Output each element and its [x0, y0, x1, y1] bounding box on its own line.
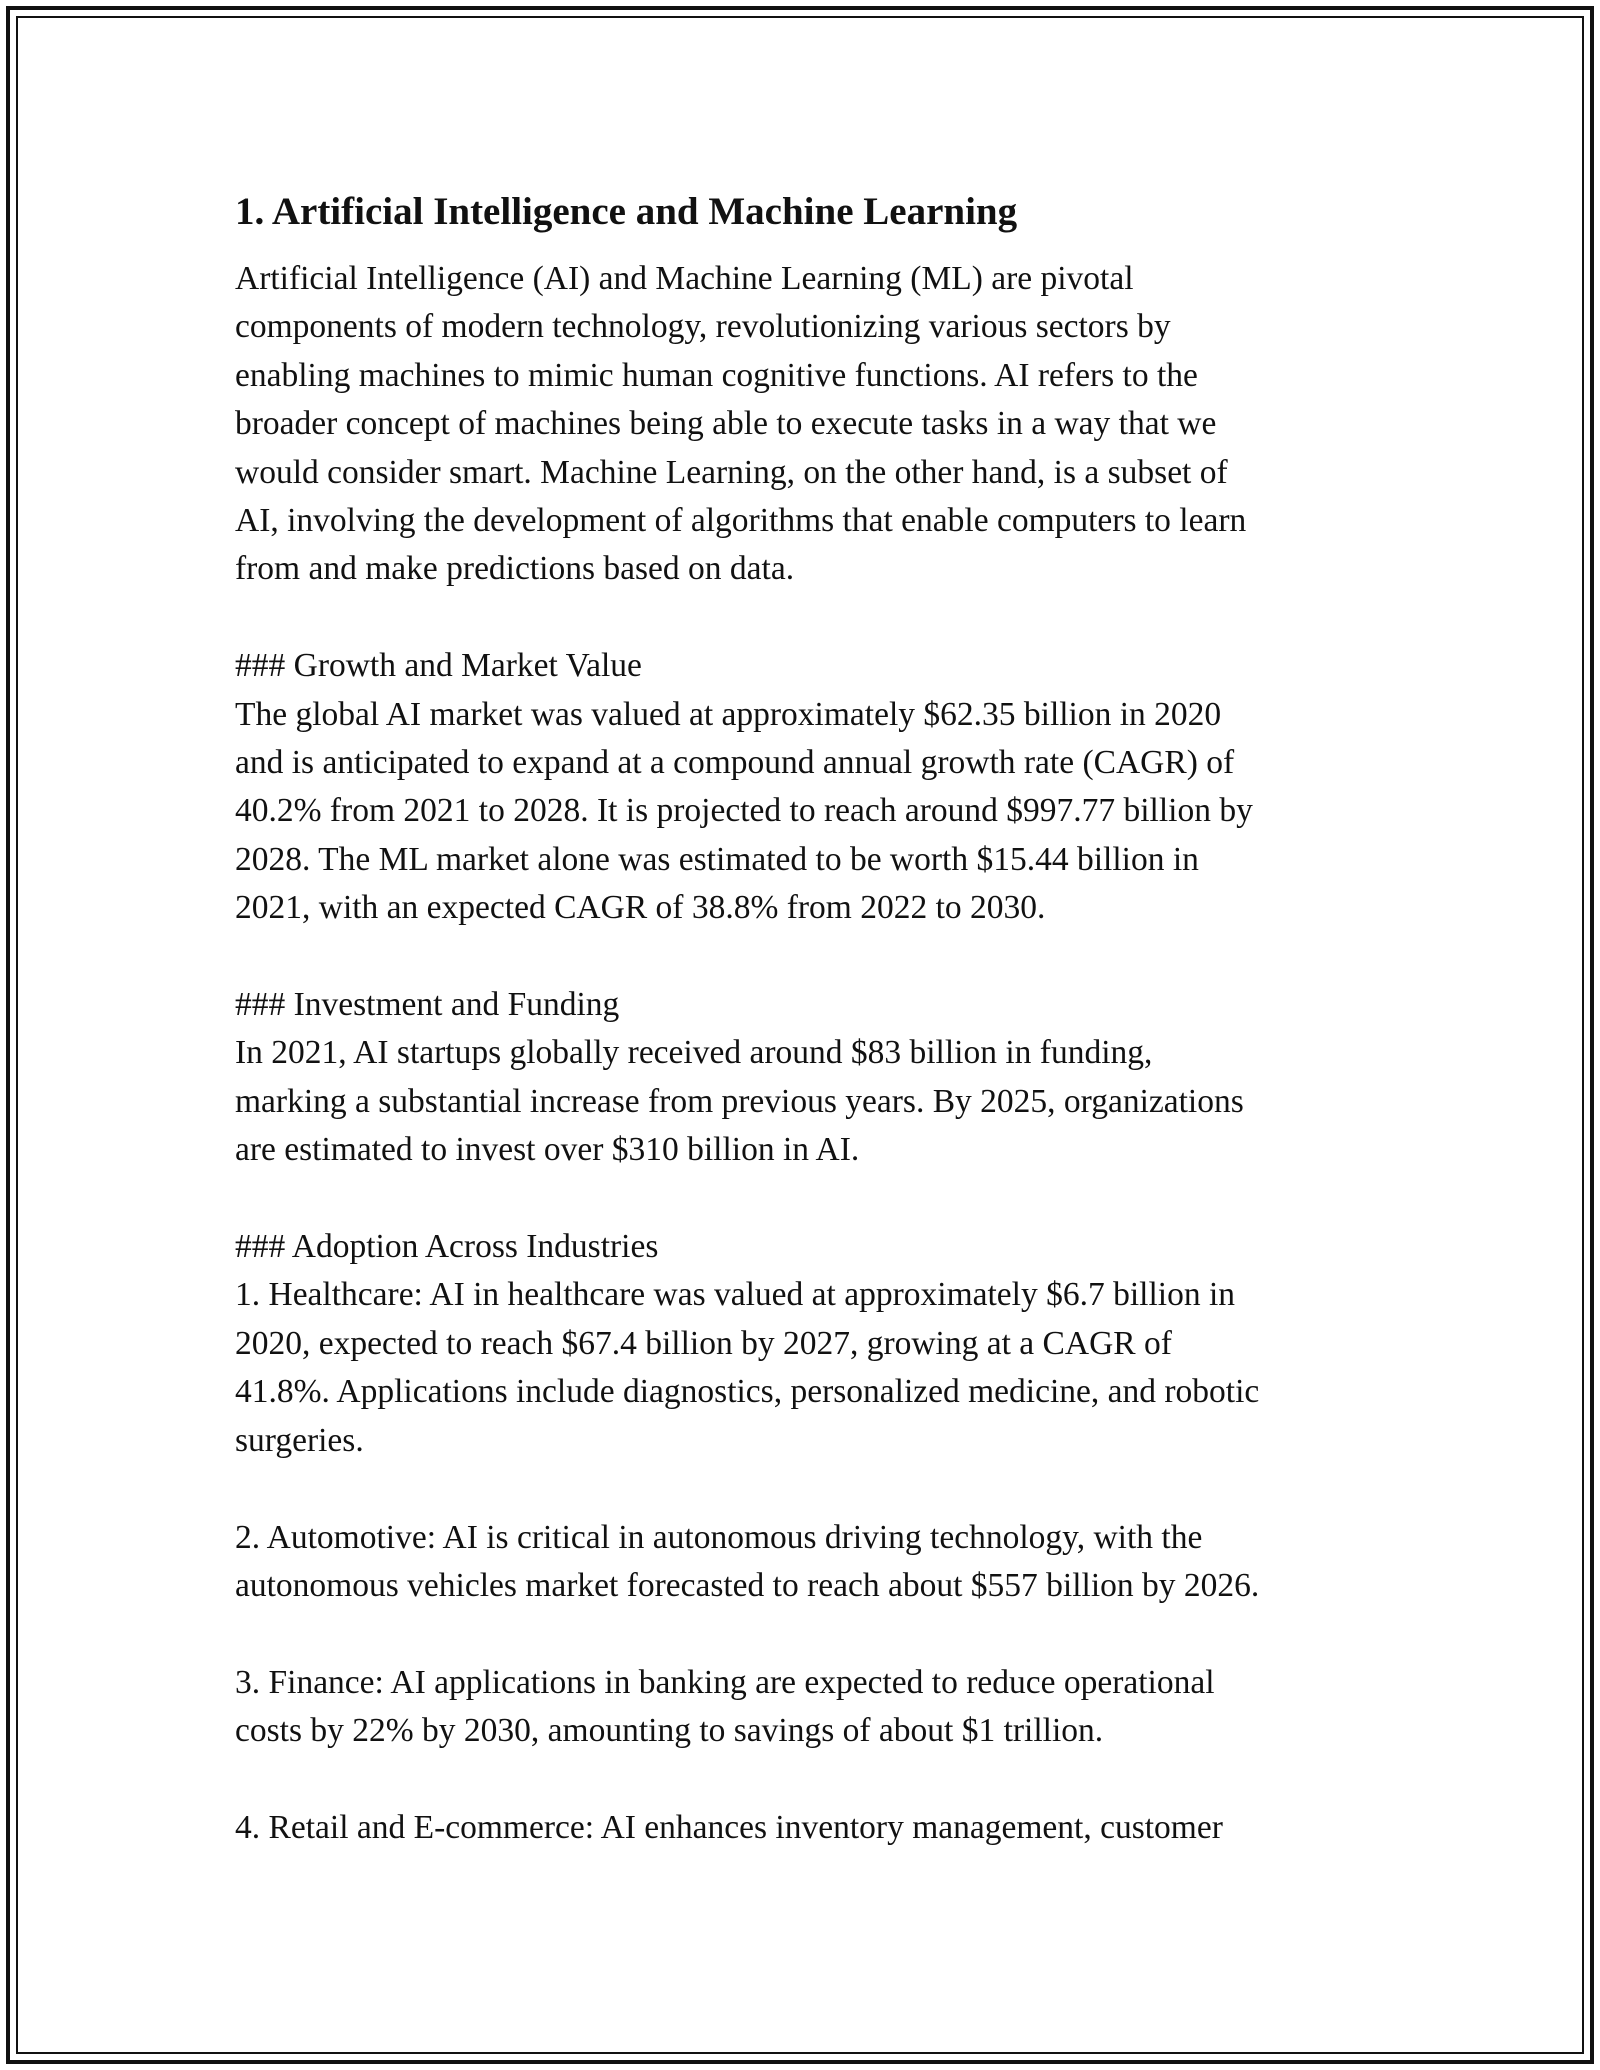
paragraph-gap	[235, 594, 1385, 642]
paragraph-gap	[235, 1610, 1385, 1658]
list-item-healthcare: 1. Healthcare: AI in healthcare was valued at approximately $6.7 billion in 2020, expected to reach $67.4 billion by 2027, growing at a CAGR of 41.8%. Applications include diagnostics, personalized medicine, and robotic surgeries.	[235, 1276, 1260, 1459]
list-item-finance: 3. Finance: AI applications in banking are expected to reduce operational costs by 22% by 2030, amounting to savings of about $1 trillion.	[235, 1663, 1215, 1750]
subheading-investment: ### Investment and Funding	[235, 986, 620, 1024]
section-title: 1. Artificial Intelligence and Machine Learning	[235, 190, 1018, 233]
document-body	[235, 183, 1385, 1852]
growth-paragraph: The global AI market was valued at approximately $62.35 billion in 2020 and is anticipated to expand at a compound annual growth rate (CAGR) of 40.2% from 2021 to 2028. It is projected to reach around $997.77 billion by 2028. The ML market alone was estimated to be worth $15.44 billion in 2021, with an expected CAGR of 38.8% from 2022 to 2030.	[235, 695, 1253, 927]
list-item-retail: 4. Retail and E-commerce: AI enhances inventory management, customer	[235, 1808, 1223, 1846]
subheading-growth: ### Growth and Market Value	[235, 647, 642, 685]
paragraph-gap	[235, 1175, 1385, 1223]
investment-paragraph: In 2021, AI startups globally received around $83 billion in funding, marking a substantial increase from previous years. By 2025, organizations are estimated to invest over $310 billion in AI.	[235, 1034, 1244, 1169]
paragraph-gap	[235, 933, 1385, 981]
intro-paragraph: Artificial Intelligence (AI) and Machine Learning (ML) are pivotal components of modern technology, revolutionizing various sectors by enabling machines to mimic human cognitive functions. AI refers to the broader concept of machines being able to execute tasks in a way that we would consider smart. Machine Learning, on the other hand, is a subset of AI, involving the development of algorithms that enable computers to learn from and make predictions based on data.	[235, 260, 1247, 588]
paragraph-gap	[235, 1465, 1385, 1513]
subheading-adoption: ### Adoption Across Industries	[235, 1228, 659, 1266]
paragraph-gap	[235, 1756, 1385, 1804]
list-item-automotive: 2. Automotive: AI is critical in autonomous driving technology, with the autonomous vehicles market forecasted to reach about $557 billion by 2026.	[235, 1518, 1260, 1604]
